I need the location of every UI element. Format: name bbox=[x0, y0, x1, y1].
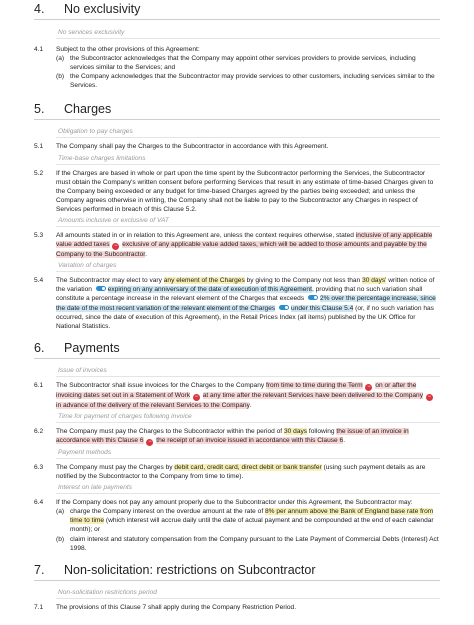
optional-text[interactable]: under this Clause 5.4 bbox=[291, 304, 354, 312]
clause-note: Time for payment of charges following invoice bbox=[56, 413, 440, 423]
optional-text[interactable]: inclusive of any applicable value added taxes bbox=[56, 232, 433, 249]
variable-text[interactable]: debit card, credit card, direct debit or bank transfer bbox=[174, 463, 322, 471]
clause-note: Issue of invoices bbox=[56, 367, 440, 377]
section-number: 4. bbox=[34, 2, 45, 16]
subclause-b: (b) the Company acknowledges that the Subcontractor may provide services to other customers, including services similar to the Services. bbox=[56, 73, 435, 90]
clause-note: Amounts inclusive or exclusive of VAT bbox=[56, 217, 440, 227]
toggle-option-icon[interactable] bbox=[96, 286, 106, 291]
section-heading-6: 6. Payments bbox=[34, 341, 440, 359]
toggle-option-icon[interactable] bbox=[279, 305, 289, 310]
clause-5-2: 5.2 If the Charges are based in whole or part upon the time spent by the Subcontractor performing the Services, the Subcontractor must obtain the Company's written consent before performing Services that result in any estimate of time-based Charges given to the Company being exceeded or any budget for time-based Charges agreed by the parties being exceeded; and unless the Company agrees otherwise in writing, the Company shall not be liable to pay to the Subcontractor any Charges in respect of Services performed in breach of this Clause 5.2. bbox=[34, 169, 434, 213]
variable-text[interactable]: 30 days bbox=[283, 427, 308, 435]
variable-text[interactable]: any element of the Charges bbox=[163, 277, 245, 285]
optional-text[interactable]: at any time after the relevant Services have been delivered to the Company bbox=[202, 391, 424, 399]
clause-note: Interest on late payments bbox=[56, 484, 440, 494]
optional-text[interactable]: exclusive of any applicable value added taxes, which will be added to those amounts and payable by the Company to the Subcontractor bbox=[56, 241, 427, 259]
section-heading-5: 5. Charges bbox=[34, 102, 440, 120]
variable-text[interactable]: 8% per annum above the Bank of England base rate from time to time bbox=[70, 508, 434, 525]
remove-option-icon[interactable]: − bbox=[194, 393, 199, 400]
toggle-option-icon[interactable] bbox=[308, 295, 318, 300]
clause-6-4: 6.4 If the Company does not pay any amount properly due to the Subcontractor under this Agreement, the Subcontractor may: (a) charge the Company interest on the overdue amount at the rate of 8% per annum above the Bank of England base rate from time to time (which interest will accrue daily until the date of actual payment and be compounded at the end of each calendar month); or (b) claim interest and statutory compensation from the Company pursuant to the Late Payment of Commercial Debts (Interest) Act 1998. bbox=[34, 499, 439, 552]
clause-note: Payment methods bbox=[56, 449, 440, 459]
optional-text[interactable]: in advance of the delivery of the relevant Services to the Company bbox=[56, 401, 250, 409]
clause-note: Non-solicitation restrictions period bbox=[56, 589, 440, 599]
clause-note: Obligation to pay charges bbox=[56, 128, 440, 138]
subclause-b: (b) claim interest and statutory compensation from the Company pursuant to the Late Payment of Commercial Debts (Interest) Act 1998. bbox=[56, 535, 439, 552]
remove-option-icon[interactable]: − bbox=[148, 438, 152, 445]
clause-note: Time-base charges limitations bbox=[56, 155, 440, 165]
clause-5-4: 5.4 The Subcontractor may elect to vary any element of the Charges by giving to the Company not less than 30 days' written notice of the variation expiring on any anniversary of the date of execution of this Agreement, providing that no such variation shall constitute a percentage increase in the relevant element of the Charges that exceeds 2% over the percentage increase, since the date of the most recent variation of the relevant element of the Charges under this Clause 5.4 (or, if no such variation has occurred, since the date of execution of this Agreement), in the Retail Prices Index (all items) published by the UK Office for National Statistics. bbox=[34, 277, 436, 330]
clause-6-1: 6.1 The Subcontractor shall issue invoices for the Charges to the Company from time to time during the Term − on or after the invoicing dates set out in a Statement of Work − at any time after the relevant Services have been delivered to the Company − in advance of the delivery of the relevant Services to the Company. bbox=[34, 381, 432, 409]
clause-note: No services exclusivity bbox=[56, 29, 440, 39]
section-title: No exclusivity bbox=[64, 2, 141, 16]
section-heading-7: 7. Non-solicitation: restrictions on Subcontractor bbox=[34, 563, 440, 581]
optional-text[interactable]: 2% over the percentage increase, since the date of the most recent variation of the relevant element of the Charges bbox=[56, 295, 436, 312]
optional-text[interactable]: expiring on any anniversary of the date of execution of this Agreement bbox=[107, 286, 312, 294]
clause-4-1: 4.1 Subject to the other provisions of this Agreement: (a) the Subcontractor acknowledges that the Company may appoint other services providers to provide services, including services similar to the Services; and (b) the Company acknowledges that the Subcontractor may provide services to other customers, including services similar to the Services. bbox=[34, 45, 440, 90]
optional-text[interactable]: on or after the invoicing dates set out in a Statement of Work bbox=[56, 381, 417, 399]
remove-option-icon[interactable]: − bbox=[427, 393, 432, 400]
subclause-a: (a) charge the Company interest on the overdue amount at the rate of 8% per annum above the Bank of England base rate from time to time (which interest will accrue daily until the date of actual payment and be compounded at the end of each calendar month); or bbox=[56, 508, 434, 534]
optional-text[interactable]: from time to time during the Term bbox=[266, 381, 363, 389]
clause-5-1: 5.1 The Company shall pay the Charges to the Subcontractor in accordance with this Agreement. bbox=[34, 143, 329, 151]
optional-text[interactable]: the receipt of an invoice issued in accordance with this Clause 6 bbox=[156, 436, 344, 444]
subclause-a: (a) the Subcontractor acknowledges that the Company may appoint other services providers to provide services, including services similar to the Services; and bbox=[56, 55, 416, 72]
remove-option-icon[interactable]: − bbox=[114, 243, 118, 250]
clause-6-3: 6.3 The Company must pay the Charges by debit card, credit card, direct debit or bank transfer (using such payment details as are notified by the Subcontractor to the Company from time to time). bbox=[34, 463, 426, 481]
clause-note: Variation of charges bbox=[56, 262, 440, 272]
variable-text[interactable]: 30 days' bbox=[362, 277, 387, 285]
section-heading-4 bbox=[34, 0, 440, 20]
clause-7-1: 7.1 The provisions of this Clause 7 shall apply during the Company Restriction Period. bbox=[34, 603, 297, 611]
clause-5-3: 5.3 All amounts stated in or in relation to this Agreement are, unless the context requires otherwise, stated inclusive of any applicable value added taxes − exclusive of any applicable value added taxes, which will be added to those amounts and payable by the Company to the Subcontractor. bbox=[34, 232, 433, 259]
clause-6-2: 6.2 The Company must pay the Charges to the Subcontractor within the period of 30 days following the issue of an invoice in accordance with this Clause 6 − the receipt of an invoice issued in accordance with this Clause 6. bbox=[34, 427, 409, 445]
optional-text[interactable]: the issue of an invoice in accordance with this Clause 6 bbox=[56, 427, 409, 444]
remove-option-icon[interactable]: − bbox=[367, 383, 371, 390]
